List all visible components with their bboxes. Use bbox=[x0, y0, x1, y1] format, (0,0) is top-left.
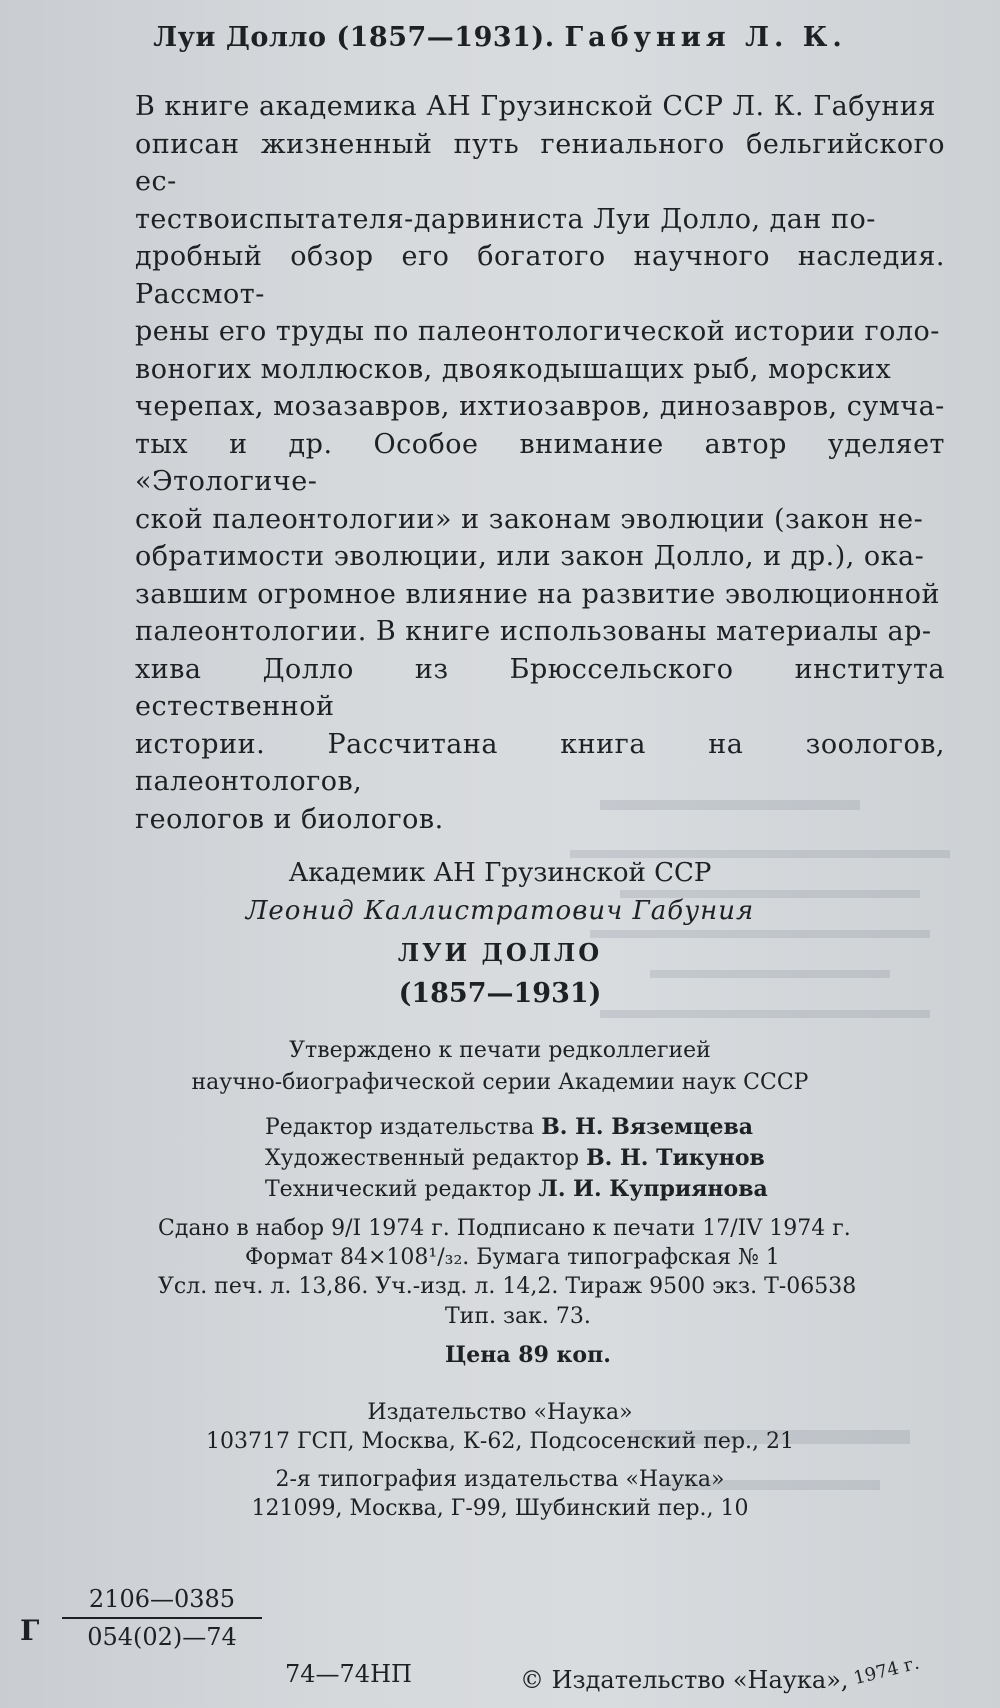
header-years: (1857—1931). bbox=[336, 22, 555, 53]
abstract-line: рены его труды по палеонтологической истории голо- bbox=[135, 316, 940, 347]
header-title: Луи Долло bbox=[153, 22, 327, 53]
header-line bbox=[0, 22, 1000, 53]
copyright-text: © Издательство «Наука», bbox=[520, 1666, 849, 1694]
abstract-line: описан жизненный путь гениального бельгийского ес- bbox=[135, 128, 945, 197]
copyright-year: 1974 г. bbox=[851, 1652, 922, 1690]
abstract-text bbox=[135, 88, 945, 838]
editor-row bbox=[265, 1143, 768, 1174]
abstract-line: обратимости эволюции, или закон Долло, и др.), ока- bbox=[135, 541, 925, 572]
index-code: 74—74НП bbox=[285, 1660, 412, 1688]
abstract-line: палеонтологии. В книге использованы материалы ар- bbox=[135, 616, 932, 647]
print-info-line: Тип. зак. 73. bbox=[445, 1304, 591, 1329]
publisher-name: Издательство «Наука» bbox=[367, 1400, 633, 1425]
index-denominator: 054(02)—74 bbox=[87, 1623, 237, 1651]
publisher-address: 103717 ГСП, Москва, К-62, Подсосенский пер., 21 bbox=[206, 1429, 794, 1454]
imprint-book-years: (1857—1931) bbox=[398, 978, 602, 1009]
abstract-line: воногих моллюсков, двоякодышащих рыб, морских bbox=[135, 353, 892, 385]
print-info-line: Усл. печ. л. 13,86. Уч.-изд. л. 14,2. Тираж 9500 экз. Т-06538 bbox=[158, 1274, 857, 1299]
editor-name: Л. И. Куприянова bbox=[538, 1176, 768, 1202]
editor-role: Редактор издательства bbox=[265, 1115, 535, 1140]
editor-role: Художественный редактор bbox=[265, 1146, 580, 1171]
price: Цена 89 коп. bbox=[445, 1342, 611, 1368]
abstract-line: истории. Рассчитана книга на зоологов, палеонтологов, bbox=[135, 728, 945, 797]
imprint-academic: Академик АН Грузинской ССР bbox=[288, 858, 712, 888]
abstract-line: тых и др. Особое внимание автор уделяет «Этологиче- bbox=[135, 428, 945, 497]
abstract-line: ской палеонтологии» и законам эволюции (закон не- bbox=[135, 503, 924, 535]
editors-block bbox=[265, 1112, 768, 1205]
abstract-line: черепах, мозазавров, ихтиозавров, динозавров, сумча- bbox=[135, 391, 945, 422]
abstract-line: тествоиспытателя-дарвиниста Луи Долло, дан по- bbox=[135, 203, 876, 235]
abstract-line: дробный обзор его богатого научного наследия. Рассмот- bbox=[135, 241, 945, 310]
print-info-line: Сдано в набор 9/I 1974 г. Подписано к печати 17/IV 1974 г. bbox=[158, 1216, 851, 1241]
copyright-line bbox=[520, 1652, 923, 1694]
print-info-line: Формат 84×108¹/₃₂. Бумага типографская № 1 bbox=[245, 1245, 780, 1270]
printer-address: 121099, Москва, Г-99, Шубинский пер., 10 bbox=[251, 1496, 749, 1521]
editor-name: В. Н. Вяземцева bbox=[541, 1114, 754, 1140]
index-numerator: 2106—0385 bbox=[88, 1585, 236, 1613]
editor-row bbox=[265, 1112, 768, 1143]
editor-row bbox=[265, 1174, 768, 1205]
imprint-author-full: Леонид Каллистратович Габуния bbox=[245, 896, 755, 926]
editor-name: В. Н. Тикунов bbox=[586, 1145, 765, 1171]
abstract-line: хива Долло из Брюссельского института естественной bbox=[135, 653, 945, 722]
header-author: Габуния Л. К. bbox=[564, 22, 847, 53]
abstract-line: завшим огромное влияние на развитие эволюционной bbox=[135, 578, 940, 610]
imprint-approved-line: Утверждено к печати редколлегией bbox=[289, 1038, 711, 1063]
editor-role: Технический редактор bbox=[265, 1177, 532, 1202]
imprint-approved-line: научно-биографической серии Академии наук СССР bbox=[191, 1070, 809, 1095]
abstract-line: В книге академика АН Грузинской ССР Л. К. Габуния bbox=[135, 91, 936, 122]
index-fraction bbox=[62, 1585, 262, 1651]
index-letter: Г bbox=[20, 1614, 40, 1647]
imprint-book-title: ЛУИ ДОЛЛО bbox=[397, 938, 603, 967]
abstract-line: геологов и биологов. bbox=[135, 803, 444, 835]
printer-name: 2-я типография издательства «Наука» bbox=[275, 1467, 725, 1492]
